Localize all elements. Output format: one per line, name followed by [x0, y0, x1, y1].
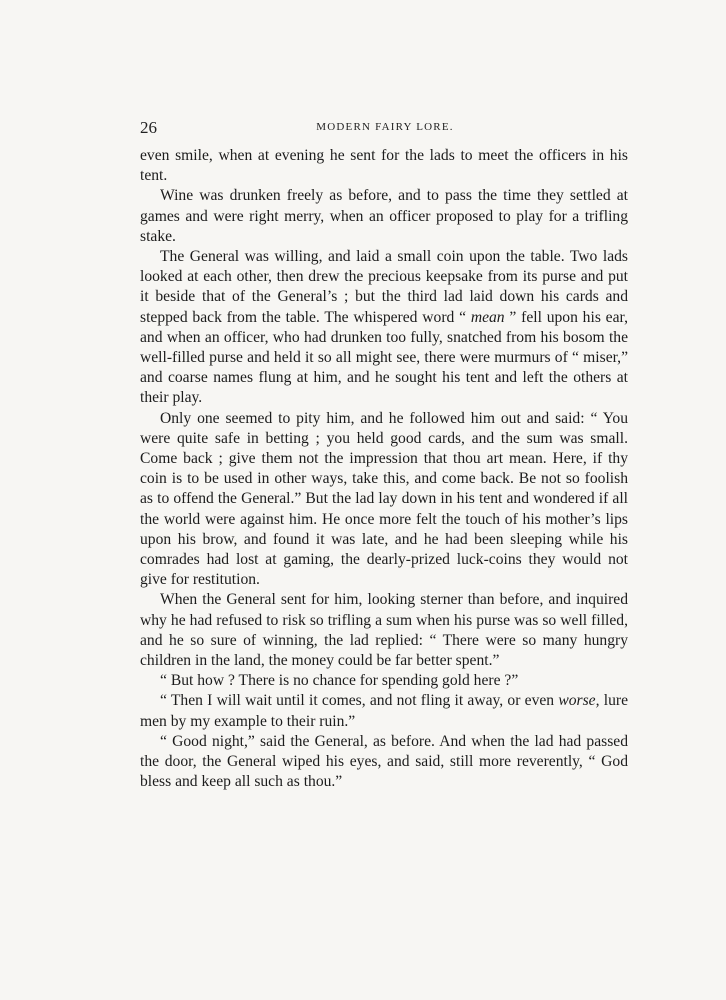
- paragraph-1: even smile, when at evening he sent for the lads to meet the officers in his tent.: [140, 147, 628, 185]
- page-number: 26: [140, 118, 157, 137]
- emphasis-worse: worse,: [558, 692, 600, 710]
- paragraph-7: “ Then I will wait until it comes, and not fling it away, or even worse, lure men by my example to their ruin.”: [140, 692, 628, 730]
- page-header: [140, 118, 630, 142]
- emphasis-mean: mean: [470, 308, 505, 326]
- paragraph-4: Only one seemed to pity him, and he followed him out and said: “ You were quite safe in betting ; you held good cards, and the sum was small. Come back ; give them not the impression that thou art mean. Here, if thy coin is to be used in other ways, take this, and come back. Be not so foolish as to offend the General.” But the lad lay down in his tent and wondered if all the world were against him. He once more felt the touch of his mother’s lips upon his brow, and found it was late, and he had been sleeping while his comrades had lost at gaming, the dearly-prized luck-coins they would not give for restitution.: [140, 409, 628, 589]
- running-head: MODERN FAIRY LORE.: [316, 121, 454, 133]
- paragraph-6: “ But how ? There is no chance for spending gold here ?”: [160, 672, 519, 690]
- paragraph-8: “ Good night,” said the General, as before. And when the lad had passed the door, the General wiped his eyes, and said, still more reverently, “ God bless and keep all such as thou.”: [140, 732, 628, 791]
- paragraph-2: Wine was drunken freely as before, and to pass the time they settled at games and were right merry, when an officer proposed to play for a trifling stake.: [140, 187, 628, 245]
- paragraph-5: When the General sent for him, looking sterner than before, and inquired why he had refused to risk so trifling a sum when his purse was so well filled, and he so sure of winning, the lad replied: “ There were so many hungry children in the land, the money could be far better spent.”: [140, 591, 628, 670]
- body-text: [140, 146, 628, 793]
- paragraph-3: The General was willing, and laid a small coin upon the table. Two lads looked at each other, then drew the precious keepsake from its purse and put it beside that of the General’s ; but the third lad laid down his cards and stepped back from the table. The whispered word “ mean ” fell upon his ear, and when an officer, who had drunken too fully, snatched from his bosom the well-filled purse and held it so all might see, there were murmurs of “ miser,” and coarse names flung at him, and he sought his tent and left the others at their play.: [140, 248, 628, 407]
